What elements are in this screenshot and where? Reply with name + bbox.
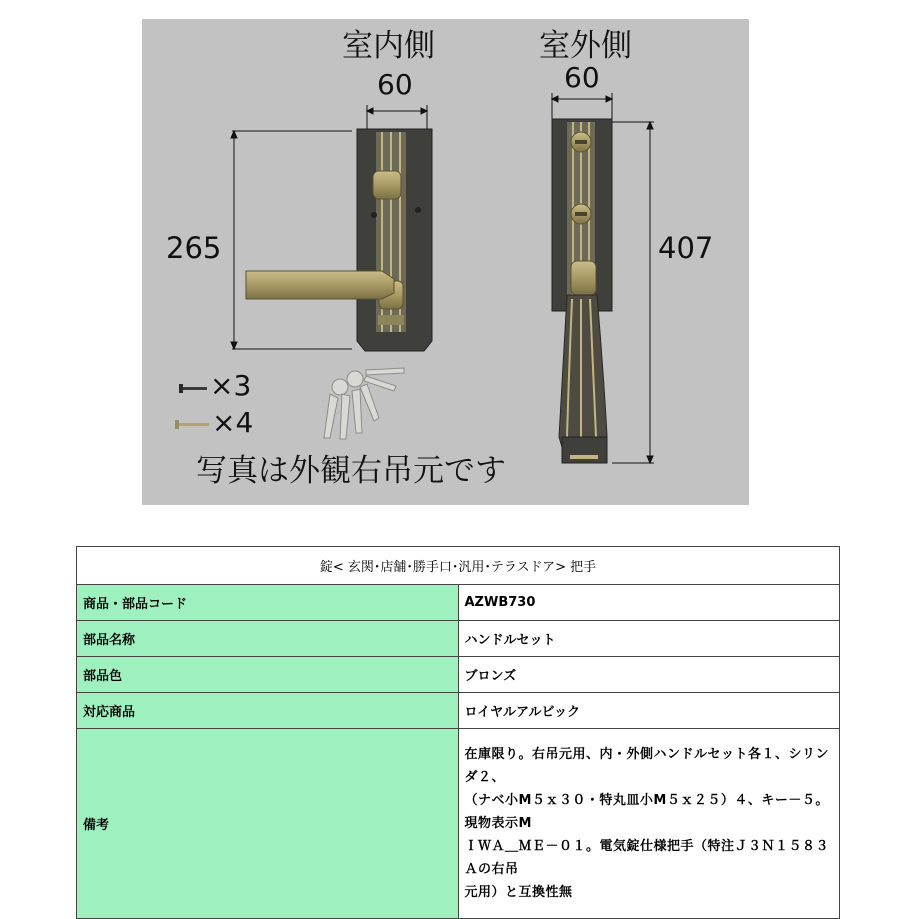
notes-row bbox=[77, 729, 840, 919]
row-value: ロイヤルアルビック bbox=[458, 693, 840, 729]
table-row bbox=[77, 585, 840, 621]
row-key: 商品・部品コード bbox=[77, 585, 459, 621]
table-title-row bbox=[77, 547, 840, 585]
notes-line: 元用）と互換性無 bbox=[464, 885, 573, 900]
table-row bbox=[77, 621, 840, 657]
row-key: 部品名称 bbox=[77, 621, 459, 657]
notes-line: ＩＷＡ＿ＭＥ－０１。電気錠仕様把手（特注Ｊ３Ｎ１５８３Ａの右吊 bbox=[464, 839, 830, 877]
notes-value bbox=[458, 729, 840, 919]
photo-caption: 写真は外観右吊元です bbox=[196, 453, 506, 489]
indoor-width-dimension bbox=[367, 105, 427, 129]
row-value: AZWB730 bbox=[458, 585, 840, 621]
table-title: 錠< 玄関･店舗･勝手口･汎用･テラスドア> 把手 bbox=[77, 547, 840, 585]
outdoor-width-value: 60 bbox=[564, 61, 600, 94]
spec-table bbox=[76, 546, 840, 919]
keys-icon bbox=[324, 368, 404, 439]
flat-screw-icon bbox=[175, 420, 209, 429]
outdoor-height-dimension bbox=[612, 122, 654, 463]
outdoor-width-dimension bbox=[552, 93, 612, 119]
indoor-handle bbox=[246, 129, 432, 351]
outdoor-handle bbox=[552, 119, 612, 463]
indoor-width-value: 60 bbox=[377, 68, 413, 101]
row-value: ハンドルセット bbox=[458, 621, 840, 657]
table-row bbox=[77, 657, 840, 693]
pan-screw-icon bbox=[179, 384, 207, 393]
notes-line: 在庫限り。右吊元用、内・外側ハンドルセット各１、シリンダ２、 bbox=[464, 747, 830, 785]
indoor-height-dimension bbox=[231, 131, 352, 349]
indoor-height-value: 265 bbox=[166, 231, 222, 265]
row-key: 部品色 bbox=[77, 657, 459, 693]
table-row bbox=[77, 693, 840, 729]
flat-screw-count: ×4 bbox=[212, 406, 254, 439]
outdoor-height-value: 407 bbox=[658, 231, 714, 265]
product-photo bbox=[142, 19, 749, 505]
notes-key: 備考 bbox=[77, 729, 459, 919]
outdoor-label: 室外側 bbox=[539, 28, 632, 64]
indoor-label: 室内側 bbox=[342, 28, 435, 64]
notes-line: （ナベ小M５ｘ３０・特丸皿小M５ｘ２５）４、キー－５。現物表示M bbox=[464, 793, 829, 831]
pan-screw-count: ×3 bbox=[210, 369, 252, 402]
row-key: 対応商品 bbox=[77, 693, 459, 729]
row-value: ブロンズ bbox=[458, 657, 840, 693]
